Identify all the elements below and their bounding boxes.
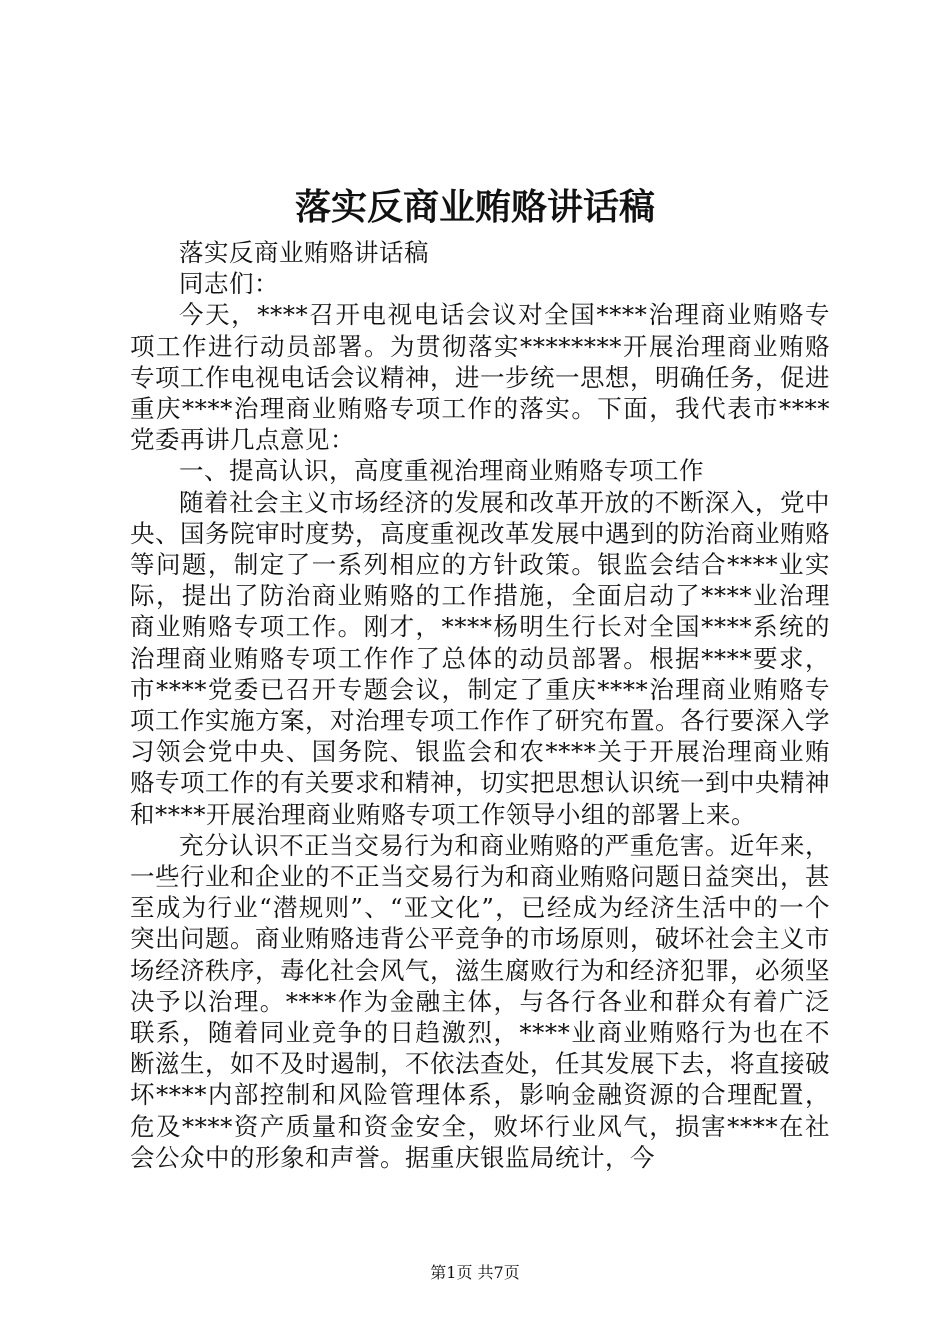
subtitle-paragraph: 落实反商业贿赂讲话稿: [179, 238, 429, 267]
body-paragraph: 随着社会主义市场经济的发展和改革开放的不断深入，党中央、国务院审时度势，高度重视改革发展中遇到的防治商业贿赂等问题，制定了一系列相应的方针政策。银监会结合****业实际，提出了防治商业贿赂的工作措施，全面启动了****业治理商业贿赂专项工作。刚才，****杨明生行长对全国****系统的治理商业贿赂专项工作作了总体的动员部署。根据****要求，市****党委已召开专题会议，制定了重庆****治理商业贿赂专项工作实施方案，对治理专项工作作了研究布置。各行要深入学习领会党中央、国务院、银监会和农****关于开展治理商业贿赂专项工作的有关要求和精神，切实把思想认识统一到中央精神和****开展治理商业贿赂专项工作领导小组的部署上来。: [130, 487, 830, 829]
salutation-paragraph: 同志们：: [179, 269, 279, 299]
document-title: 落实反商业贿赂讲话稿: [294, 186, 655, 228]
intro-paragraph: 今天，****召开电视电话会议对全国****治理商业贿赂专项工作进行动员部署。为贯彻落实********开展治理商业贿赂专项工作电视电话会议精神，进一步统一思想，明确任务，促进重庆****治理商业贿赂专项工作的落实。下面，我代表市****党委再讲几点意见：: [130, 300, 830, 455]
document-body: [130, 237, 830, 1173]
page-number-footer: 第1页 共7页: [430, 1263, 520, 1282]
section-heading: 一、提高认识，高度重视治理商业贿赂专项工作: [179, 456, 704, 486]
body-paragraph: 充分认识不正当交易行为和商业贿赂的严重危害。近年来，一些行业和企业的不正当交易行为和商业贿赂问题日益突出，甚至成为行业“潜规则”、“亚文化”，已经成为经济生活中的一个突出问题。商业贿赂违背公平竞争的市场原则，破坏社会主义市场经济秩序，毒化社会风气，滋生腐败行为和经济犯罪，必须坚决予以治理。****作为金融主体，与各行各业和群众有着广泛联系，随着同业竞争的日趋激烈，****业商业贿赂行为也在不断滋生，如不及时遏制，不依法查处，任其发展下去，将直接破坏****内部控制和风险管理体系，影响金融资源的合理配置，危及****资产质量和资金安全，败坏行业风气，损害****在社会公众中的形象和声誉。据重庆银监局统计，今: [130, 830, 830, 1172]
